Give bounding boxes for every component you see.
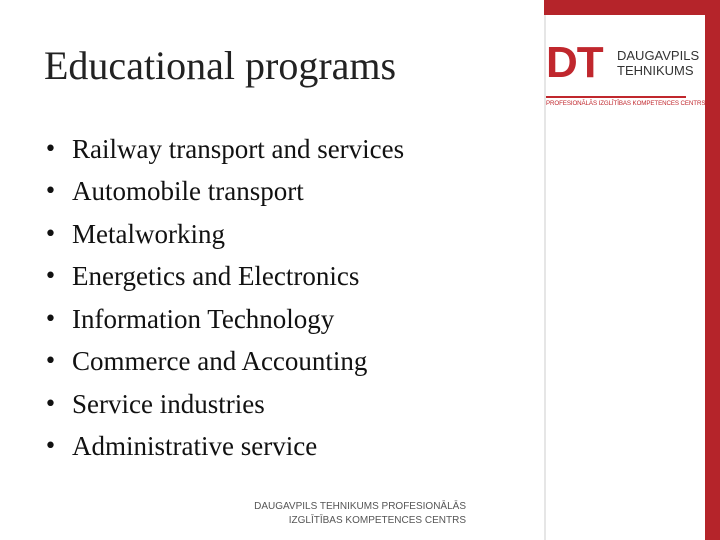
list-item-label: Commerce and Accounting xyxy=(72,346,368,377)
bullet-icon: • xyxy=(44,306,57,332)
list-item xyxy=(44,383,404,426)
sidebar-top-accent xyxy=(544,0,720,15)
list-item-label: Metalworking xyxy=(72,218,225,249)
logo-name-line-2: TEHNIKUMS xyxy=(617,63,694,78)
logo-underline xyxy=(546,96,686,98)
list-item xyxy=(44,341,404,384)
list-item xyxy=(44,128,404,171)
logo-subtitle: PROFESIONĀLĀS IZGLĪTĪBAS KOMPETENCES CENTRS xyxy=(546,100,706,107)
list-item xyxy=(44,426,404,469)
list-item xyxy=(44,213,404,256)
list-item-label: Energetics and Electronics xyxy=(72,261,360,292)
list-item xyxy=(44,256,404,299)
list-item-label: Railway transport and services xyxy=(72,133,405,164)
logo-name-line-1: DAUGAVPILS xyxy=(617,48,700,63)
list-item-label: Information Technology xyxy=(72,303,335,334)
slide-title: Educational programs xyxy=(44,43,397,88)
bullet-icon: • xyxy=(44,264,57,290)
list-item-label: Automobile transport xyxy=(72,176,304,207)
list-item-label: Administrative service xyxy=(72,431,318,462)
footer-line-2: IZGLĪTĪBAS KOMPETENCES CENTRS xyxy=(288,515,466,526)
sidebar-right-accent xyxy=(705,0,720,540)
bullet-icon: • xyxy=(44,179,57,205)
list-item xyxy=(44,298,404,341)
footer-line-1: DAUGAVPILS TEHNIKUMS PROFESIONĀLĀS xyxy=(254,501,466,512)
school-logo xyxy=(546,38,706,110)
bullet-icon: • xyxy=(44,434,57,460)
bullet-icon: • xyxy=(44,136,57,162)
bullet-icon: • xyxy=(44,349,57,375)
list-item-label: Service industries xyxy=(72,388,265,419)
list-item xyxy=(44,171,404,214)
bullet-icon: • xyxy=(44,391,57,417)
slide-footer xyxy=(230,500,466,528)
bullet-icon: • xyxy=(44,221,57,247)
logo-name xyxy=(617,48,699,78)
program-list xyxy=(44,128,404,468)
logo-mark: DT xyxy=(546,38,603,87)
